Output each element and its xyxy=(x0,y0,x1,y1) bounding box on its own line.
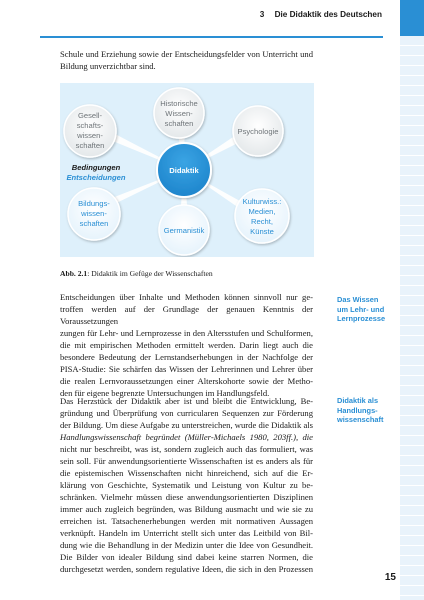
decisions-label: Entscheidungen xyxy=(66,173,126,182)
node-label: Bildungs- xyxy=(78,199,110,208)
paragraph-core xyxy=(60,395,313,575)
note-line: wissenschaft xyxy=(337,415,384,424)
text-line: erreichen ist. Tatsachenerhebungen werden mit normativen Aussagen xyxy=(60,516,313,526)
node-label: Psychologie xyxy=(237,127,279,136)
margin-stripes xyxy=(400,36,424,600)
text-line: besondere Bedeutung der Lernstandserhebungen in der Nachfolge der xyxy=(60,352,313,362)
text-line: Die Bilder von idealer Bildung sind dabei keine starren Normen, die xyxy=(60,552,313,562)
text-line: den für eigene begrenzte Untersuchungen im Handlungsfeld. xyxy=(60,388,270,398)
caption-label: Abb. 2.1 xyxy=(60,269,88,278)
chapter-number: 3 xyxy=(259,10,265,19)
text-line: sein soll. Für anwendungsorientierte Wissenschaften ist es anders als für xyxy=(60,456,313,466)
diagram-svg xyxy=(60,83,314,257)
text-line: durchgesetzt werden, sondern regulative Ideen, die sich in den Prozessen xyxy=(60,564,313,574)
node-label: schaften xyxy=(79,219,109,228)
text-line: zungen für Lehr- und Lernprozesse in den Altersstufen und Schulformen, xyxy=(60,328,313,338)
margin-note-action-science xyxy=(337,396,403,425)
text-line: troffen werden auf der Grundlage der genauen Kenntnis der Voraussetzungen xyxy=(60,304,313,326)
note-line: Lernprozesse xyxy=(337,314,386,323)
text-line: gründung und Überprüfung von curricularen Sequenzen zur Förderung xyxy=(60,408,313,418)
text-line: Handlungswissenschaft begründet (Müller-Michaels 1980, 203ff.), die xyxy=(60,432,313,442)
text-line: Schule und Erziehung sowie der Entscheidungsfelder von Unterricht und xyxy=(60,49,313,59)
text-line: dung wie die Behandlung in der Medizin unter die Idee von Gesundheit. xyxy=(60,540,313,550)
text-line: Bildung unverzichtbar sind. xyxy=(60,61,156,71)
note-line: Handlungs- xyxy=(337,405,378,415)
node-label: schafts- xyxy=(76,121,104,130)
node-didaktik-center xyxy=(157,143,211,197)
text-line: die epistemischen Wissenschaften nicht hinreichend, sich auf die Er- xyxy=(60,468,313,478)
running-header xyxy=(260,10,382,19)
node-label: wissen- xyxy=(77,131,103,140)
note-line: Das Wissen xyxy=(337,295,379,304)
node-gesellschaft xyxy=(64,105,116,157)
text-line: die realen Lernvoraussetzungen einer Alterskohorte sowie der Metho- xyxy=(60,376,313,386)
text-line: klärung von Geschichte, Systematik und Leistung von Kultur zu be- xyxy=(60,480,313,490)
paragraph-prerequisites xyxy=(60,291,313,399)
node-label: Gesell- xyxy=(77,111,103,120)
text-line: Das Herzstück der Didaktik aber ist und bleibt die Entwicklung, Be- xyxy=(60,396,313,406)
node-label: schaften xyxy=(164,119,194,128)
page-number: 15 xyxy=(384,572,396,583)
header-divider xyxy=(40,36,383,38)
node-label: Recht, xyxy=(251,217,273,226)
node-psychologie xyxy=(233,106,283,156)
node-label: Kulturwiss.: xyxy=(242,197,282,206)
node-label: Künste xyxy=(250,227,274,236)
node-bildung xyxy=(68,188,120,240)
node-label: wissen- xyxy=(81,209,107,218)
text-line: nicht nur beschreibt, was ist, sondern zugleich auch das formuliert, was xyxy=(60,444,313,454)
intro-paragraph xyxy=(60,48,313,72)
text-line: verknüpft. Handeln im Unterricht stellt sich unter das Leitbild von Bil- xyxy=(60,528,313,538)
center-label: Didaktik xyxy=(169,166,199,175)
text-line: PISA-Studie: Sie schärfen das Wissen der Lehrerinnen und Lehrer über xyxy=(60,364,313,374)
note-line: um Lehr- und xyxy=(337,304,385,314)
node-label: schaften xyxy=(75,141,105,150)
chapter-color-tab xyxy=(400,0,424,36)
text-line: schränken. Vielmehr müssen diese anwendungsorientierten Disziplinen xyxy=(60,492,313,502)
node-label: Wissen- xyxy=(165,109,193,118)
node-label: Germanistik xyxy=(163,226,205,235)
chapter-title: Die Didaktik des Deutschen xyxy=(274,10,382,19)
note-line: Didaktik als xyxy=(337,396,379,405)
node-label: Historische xyxy=(160,99,198,108)
margin-note-knowledge xyxy=(337,295,403,324)
node-germanistik xyxy=(159,205,209,255)
text-line: der Bildung. Um diese Aufgabe zu unterstreichen, wurde die Didaktik als xyxy=(60,420,313,430)
caption-text: : Didaktik im Gefüge der Wissenschaften xyxy=(87,269,213,278)
node-kultur xyxy=(235,189,289,243)
text-line: die mit empirischen Methoden ermittelt werden. Darin liegt auch die xyxy=(60,340,313,350)
node-historische xyxy=(154,88,204,138)
text-line: immer auch zugleich begründen, was Bildung ausmacht und wie sie zu xyxy=(60,504,313,514)
didactics-diagram xyxy=(60,83,314,257)
node-label: Medien, xyxy=(248,207,276,216)
figure-caption xyxy=(60,269,313,279)
conditions-label: Bedingungen xyxy=(71,163,121,172)
text-line: Entscheidungen über Inhalte und Methoden können sinnvoll nur ge- xyxy=(60,292,313,302)
